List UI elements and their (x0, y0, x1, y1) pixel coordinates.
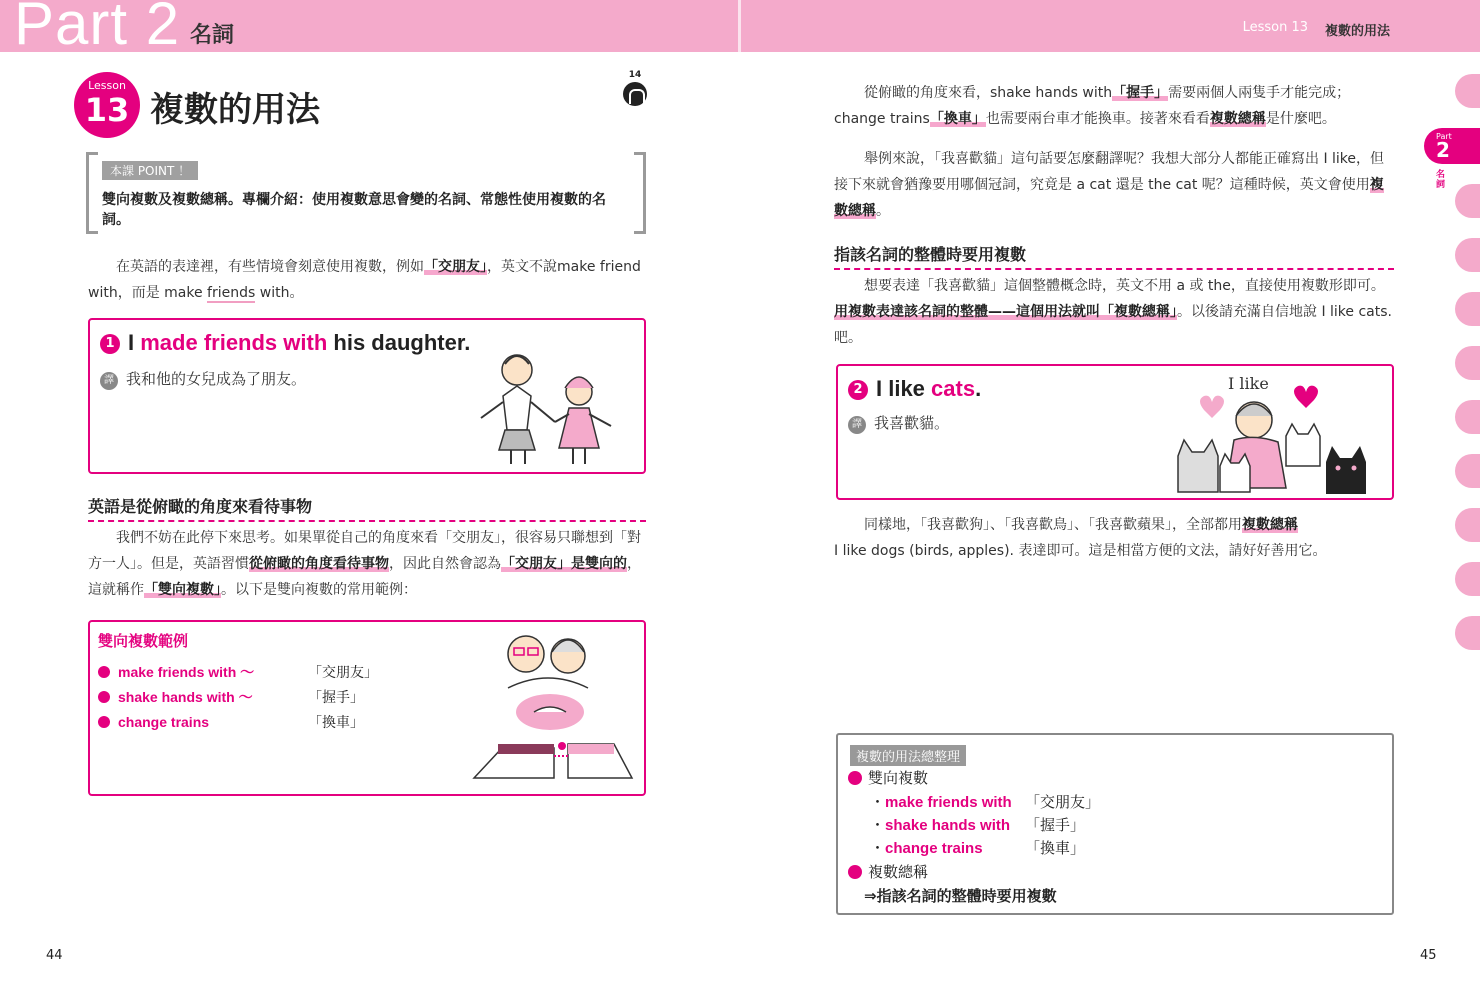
page-number-right: 45 (1420, 948, 1437, 963)
point-text: 雙向複數及複數總稱。專欄介紹：使用複數意思會變的名詞、常態性使用複數的名詞。 (102, 192, 606, 228)
example-1-translation: 譯 我和他的女兒成為了朋友。 (100, 368, 306, 390)
running-lesson: Lesson 13 (1242, 20, 1308, 35)
audio-track[interactable] (618, 70, 652, 106)
lesson-number: 13 (84, 91, 130, 129)
lesson-point-box (86, 152, 646, 234)
mutual-box-title: 雙向複數範例 (98, 632, 189, 650)
list-item: make friends with ～ 「交朋友」 (98, 660, 378, 685)
part-tab[interactable] (1455, 454, 1480, 488)
lesson-word: Lesson (88, 79, 126, 92)
bracket-left (86, 152, 98, 234)
part-tab[interactable] (1455, 184, 1480, 218)
right-paragraph-4: 同樣地，「我喜歡狗」、「我喜歡鳥」、「我喜歡蘋果」，全部都用複數總稱 I like dogs (birds, apples). 表達即可。這是相當方便的文法，請好好善用它。 (834, 517, 1327, 559)
example-2-box (836, 364, 1394, 500)
bullet-icon (848, 865, 862, 879)
friends-illustration (475, 344, 635, 472)
example-1-box (88, 318, 646, 474)
example-number: 1 (100, 334, 120, 354)
part-tab[interactable] (1455, 238, 1480, 272)
right-paragraph-3: 想要表達「我喜歡貓」這個整體概念時，英文不用 a 或 the，直接使用複數形即可。用複數表達該名詞的整體——這個用法就叫「複數總稱」。以後請充滿自信地說 I like cats. 吧。 (834, 278, 1392, 346)
section-1-paragraph: 我們不妨在此停下來思考。如果單從自己的角度來看「交朋友」，很容易只聯想到「對方一人」。但是，英語習慣從俯瞰的角度看待事物，因此自然會認為「交朋友」是雙向的，這就稱作「雙向複數」。以下是雙向複數的常用範例： (88, 530, 641, 598)
running-title: 複數的用法 (1324, 24, 1390, 39)
bullet-icon (98, 716, 110, 728)
point-tag: 本課 POINT ！ (102, 161, 198, 180)
translate-icon: 譯 (848, 416, 866, 434)
example-number: 2 (848, 380, 868, 400)
part-tab[interactable] (1455, 508, 1480, 542)
mutual-list (98, 660, 378, 735)
summary-item: ・shake hands with 「握手」 (870, 816, 1086, 834)
bracket-right (634, 152, 646, 234)
section-heading-2: 指該名詞的整體時要用複數 (834, 242, 1394, 270)
track-number: 14 (628, 70, 642, 80)
summary-box (836, 733, 1394, 915)
lesson-title: 複數的用法 (150, 90, 320, 130)
summary-heading-1: 雙向複數 (848, 767, 928, 789)
list-item: change trains 「換車」 (98, 710, 378, 735)
summary-tag: 複數的用法總整理 (850, 745, 966, 766)
summary-item: ・change trains 「換車」 (870, 839, 1086, 857)
example-1-sentence: 1 I made friends with his daughter. (100, 330, 470, 356)
right-paragraph-1: 從俯瞰的角度來看，shake hands with「握手」需要兩個人兩隻手才能完成；change trains「換車」也需要兩台車才能換車。接著來看看複數總稱是什麼吧。 (834, 85, 1351, 127)
part-tab[interactable] (1455, 616, 1480, 650)
summary-heading-2: 複數總稱 (848, 861, 928, 883)
bullet-icon (98, 691, 110, 703)
page-number-left: 44 (46, 948, 63, 963)
page-spine (738, 0, 741, 52)
summary-conclusion: ⇒指該名詞的整體時要用複數 (864, 887, 1057, 905)
illustration-caption: I like (1228, 374, 1269, 393)
mutual-plural-box (88, 620, 646, 796)
part-tab-active[interactable]: Part 2 (1424, 128, 1480, 164)
section-heading-1: 英語是從俯瞰的角度來看待事物 (88, 494, 646, 522)
part-tab[interactable] (1455, 562, 1480, 596)
right-paragraph-2: 舉例來說，「我喜歡貓」這句話要怎麼翻譯呢？我想大部分人都能正確寫出 I like，但接下來就會猶豫要用哪個冠詞，究竟是 a cat 還是 the cat 呢？這種時候，英文會使用複數總稱。 (834, 151, 1385, 219)
part-category: 名詞 (190, 23, 235, 48)
part-tab[interactable] (1455, 400, 1480, 434)
bullet-icon (848, 771, 862, 785)
part-tab[interactable] (1455, 74, 1480, 108)
list-item: shake hands with ～ 「握手」 (98, 685, 378, 710)
summary-item: ・make friends with 「交朋友」 (870, 793, 1101, 811)
example-2-translation: 譯 我喜歡貓。 (848, 412, 949, 434)
cats-illustration (1168, 376, 1392, 498)
part-tab[interactable] (1455, 346, 1480, 380)
lesson-badge (74, 72, 140, 138)
mutual-illustration (468, 628, 638, 794)
bullet-icon (98, 666, 110, 678)
translate-icon: 譯 (100, 372, 118, 390)
intro-paragraph: 在英語的表達裡，有些情境會刻意使用複數，例如「交朋友」，英文不說make friend with，而是 make friends with。 (88, 259, 641, 301)
part-tab[interactable] (1455, 292, 1480, 326)
part-heading: Part 2 (14, 0, 181, 57)
part-tab-label: 名詞 (1436, 170, 1446, 190)
headphone-icon (623, 82, 647, 106)
example-2-sentence: 2 I like cats. (848, 376, 981, 402)
